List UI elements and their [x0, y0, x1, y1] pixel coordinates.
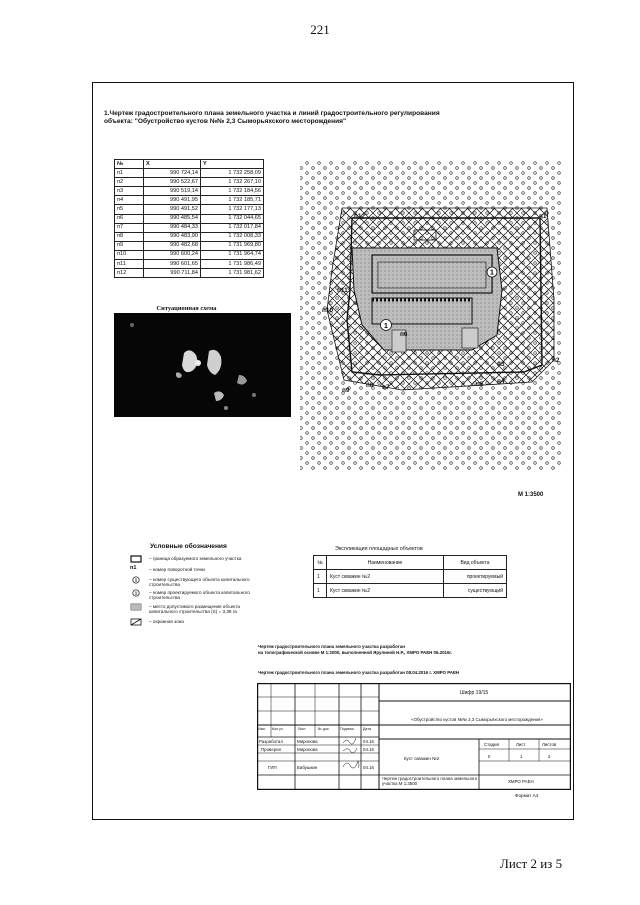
drawing-title-line1: 1.Чертеж градостроительного плана земельного участка и линий градостроительного регулирования [104, 110, 440, 117]
coordinates-header-row [115, 160, 264, 169]
coordinate-row [115, 241, 264, 250]
coord-cell-y: 1 732 008,33 [201, 232, 264, 241]
tb-header-date: Дата [363, 727, 371, 731]
coordinate-row [115, 196, 264, 205]
coord-header-x: X [144, 160, 201, 169]
tb-header-count: Кол.уч. [272, 727, 284, 731]
site-plan-map [292, 150, 568, 500]
project-title: «Обустройство кустов №№ 2,3 Сыморьяхского месторождения» [411, 717, 543, 722]
expl-cell-type: проектируемый [444, 570, 507, 584]
situation-scheme-photo [114, 313, 291, 417]
situation-scheme-title: Ситуационная схема [156, 305, 217, 312]
point-label-p8: п8 [366, 382, 374, 389]
coordinate-row [115, 269, 264, 278]
point-label-p5: п5 [476, 381, 484, 388]
coordinate-row [115, 260, 264, 269]
coord-cell-y: 1 731 986,49 [201, 260, 264, 269]
design-object-symbol [130, 589, 142, 597]
coord-cell-y: 1 732 177,13 [201, 205, 264, 214]
coord-cell-y: 1 732 017,84 [201, 223, 264, 232]
plot-boundary-symbol [130, 555, 142, 563]
explication-row [314, 584, 507, 598]
coord-cell-x: 990 600,24 [144, 250, 201, 259]
paper-format: Формат А4 [515, 793, 539, 798]
expl-cell-number: 1 [314, 584, 327, 598]
coord-cell-point: п12 [115, 269, 144, 278]
coordinate-row [115, 214, 264, 223]
role-chief-engineer: ГИП [268, 765, 277, 770]
point-label-p4: п4 [497, 378, 505, 385]
project-code: Шифр 19/15 [460, 690, 489, 696]
design-object-symbol-number: 1 [134, 590, 138, 596]
coord-cell-x: 990 601,65 [144, 260, 201, 269]
point-label-p1: п1 [539, 213, 547, 220]
coordinate-row [115, 223, 264, 232]
existing-object-symbol [130, 576, 142, 584]
tb-header-signature: Подпись [340, 727, 355, 731]
sheet-header: Лист [516, 742, 526, 747]
point-label-p10: п10 [322, 307, 334, 314]
explication-header-row [314, 556, 507, 570]
page-number: 221 [310, 22, 330, 37]
expl-header-number: № [314, 556, 327, 570]
coord-cell-y: 1 732 185,71 [201, 196, 264, 205]
name-chief-engineer: Бабушкин [297, 765, 318, 770]
coord-cell-x: 990 522,67 [144, 178, 201, 187]
name-checker: Миронова [297, 747, 318, 752]
coord-cell-point: п5 [115, 205, 144, 214]
coord-cell-y: 1 732 258,09 [201, 169, 264, 178]
coord-header-y: Y [201, 160, 264, 169]
expl-header-type: Вид объекта [444, 556, 507, 570]
object-name: Куст скважин №2 [404, 756, 440, 761]
coord-cell-x: 990 484,33 [144, 223, 201, 232]
sheets-value: 2 [548, 754, 551, 759]
point-label-p3: п3 [497, 361, 505, 368]
tb-header-sheet: Лист [298, 727, 306, 731]
title-block-grid [257, 683, 571, 790]
coord-cell-point: п2 [115, 178, 144, 187]
point-label-p2: п2 [552, 357, 560, 364]
coord-cell-x: 990 724,14 [144, 169, 201, 178]
coordinate-row [115, 178, 264, 187]
coord-cell-point: п1 [115, 169, 144, 178]
organization: ХМРО РАЕН [508, 779, 534, 784]
coordinate-row [115, 250, 264, 259]
coord-cell-x: 990 485,54 [144, 214, 201, 223]
date-chief-engineer: 04.16 [363, 765, 374, 770]
point-label-p12: п12 [354, 213, 366, 220]
allowed-area-symbol [130, 603, 142, 611]
protected-zone-symbol [130, 618, 142, 626]
note-line-2: на топографической основе М 1:2000, выполненной Ярулиной Н.Р., ХМРО РАЕН 06.2016г. [258, 650, 453, 655]
stage-header: Стадия [484, 742, 499, 747]
drawing-title [104, 110, 504, 126]
coordinate-row [115, 205, 264, 214]
coord-cell-y: 1 732 267,10 [201, 178, 264, 187]
tb-header-doc: № док. [318, 727, 330, 731]
expl-cell-name: Куст скважин №2 [327, 584, 444, 598]
map-scale: М 1:3500 [518, 492, 544, 498]
existing-object-symbol-number: 1 [134, 577, 138, 583]
coord-cell-point: п10 [115, 250, 144, 259]
coordinate-row [115, 187, 264, 196]
sheets-header: Листов [542, 742, 557, 747]
coord-cell-y: 1 731 969,80 [201, 241, 264, 250]
note-line-1: Чертеж градостроительного плана земельного участка разработан [258, 644, 405, 649]
allowed-construction-area [352, 248, 502, 350]
coord-cell-point: п8 [115, 232, 144, 241]
point-label-p6: п6 [400, 331, 408, 338]
point-label-p11: п11 [337, 287, 348, 294]
coordinate-row [115, 169, 264, 178]
expl-header-name: Наименование [327, 556, 444, 570]
coord-cell-point: п9 [115, 241, 144, 250]
drawing-title-line2: объекта: "Обустройство кустов №№ 2,3 Сыморьяхского месторождения" [104, 118, 347, 125]
date-developer: 04.16 [363, 739, 374, 744]
stage-value: II [488, 754, 491, 759]
situation-scheme-image [114, 313, 291, 417]
note-line-3: Чертеж градостроительного плана земельного участка разработан 08.04.2016 г. ХМРО РАЕН [258, 670, 460, 675]
expl-cell-name: Куст скважин №2 [327, 570, 444, 584]
name-developer: Миронова [297, 739, 318, 744]
coord-cell-y: 1 732 184,56 [201, 187, 264, 196]
coord-cell-point: п7 [115, 223, 144, 232]
coord-cell-x: 990 483,90 [144, 232, 201, 241]
explication-row [314, 570, 507, 584]
sheet-value: 1 [520, 754, 523, 759]
coord-cell-point: п6 [115, 214, 144, 223]
design-object-number: 1 [490, 269, 494, 277]
coord-cell-x: 990 491,95 [144, 196, 201, 205]
coord-cell-x: 990 482,68 [144, 241, 201, 250]
expl-cell-number: 1 [314, 570, 327, 584]
coord-cell-y: 1 731 981,62 [201, 269, 264, 278]
date-checker: 04.16 [363, 747, 374, 752]
coordinates-table [114, 159, 264, 278]
drawing-name: Чертеж градостроительного плана земельного участка М 1:3500 [382, 776, 478, 786]
point-label-p9: п9 [342, 387, 350, 394]
expl-cell-type: существующий [444, 584, 507, 598]
coord-header-number: № [115, 160, 144, 169]
coord-cell-point: п4 [115, 196, 144, 205]
coord-cell-point: п11 [115, 260, 144, 269]
coord-cell-y: 1 732 044,65 [201, 214, 264, 223]
point-number-symbol: п1 [130, 565, 137, 571]
coord-cell-x: 990 491,52 [144, 205, 201, 214]
coordinate-row [115, 232, 264, 241]
coord-cell-y: 1 731 964,74 [201, 250, 264, 259]
explication-table [313, 555, 507, 598]
tb-header-change: Изм. [258, 727, 266, 731]
point-label-p7: п7 [382, 384, 390, 391]
role-developer: Разработал [259, 739, 283, 744]
legend-title: Условные обозначения [150, 543, 227, 550]
role-checker: Проверил [261, 747, 282, 752]
existing-object-number: 1 [384, 323, 388, 330]
coord-cell-point: п3 [115, 187, 144, 196]
explication-title: Экспликация площадных объектов [335, 546, 423, 552]
sheet-counter: Лист 2 из 5 [500, 856, 563, 871]
coord-cell-x: 990 711,84 [144, 269, 201, 278]
coord-cell-x: 990 519,14 [144, 187, 201, 196]
